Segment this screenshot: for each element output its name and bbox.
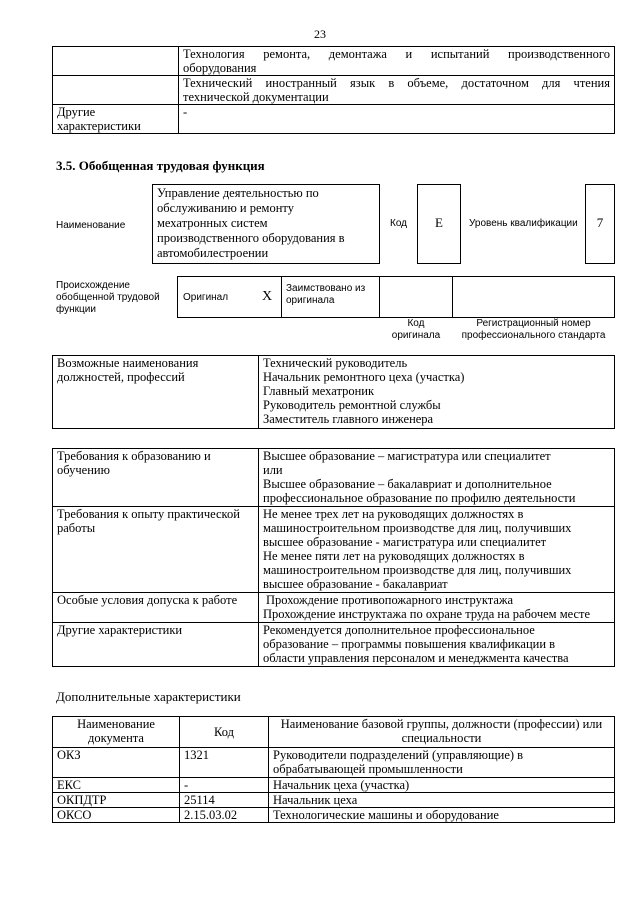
additional-table [52,716,615,823]
origin-original-box [177,276,282,318]
text-line: Руководители подразделений (управляющие) в [273,748,524,762]
table-cell: 2.15.03.02 [180,808,269,823]
text-line: работы [57,521,96,535]
table-cell [269,748,615,778]
text-line: мехатронных систем [157,216,268,230]
text-line: Не менее трех лет на руководящих должностях в [263,507,524,521]
text-line: Требования к опыту практической [57,507,240,521]
code-caption [379,318,453,342]
header-cell [180,717,269,748]
table-row-label [53,449,259,507]
text-line: характеристики [57,119,141,133]
top-table [52,46,615,134]
text-line: функции [56,304,96,315]
code-value: E [435,215,443,230]
qualification-value: 7 [596,215,604,230]
text-line: образование – программы повышения квалификации в [263,637,556,651]
text-line: оригинала [391,330,441,341]
positions-table [52,355,615,429]
additional-title: Дополнительные характеристики [56,689,241,704]
requirements-table [52,448,615,667]
table-row-value [259,507,615,593]
text-line: обобщенной трудовой [56,292,160,303]
table-row-label [53,623,259,667]
text-line: Заимствовано из [286,283,366,294]
top-table-cell [53,47,179,76]
table-row-label [53,507,259,593]
table-cell: ОКСО [53,808,180,823]
reg-caption [452,318,615,342]
text-line: обучению [57,463,110,477]
text-line: Особые условия допуска к работе [57,593,238,607]
origin-code-box [379,276,453,318]
qualification-label: Уровень квалификации [469,218,578,229]
header-cell [53,717,180,748]
text-line: машиностроительном производстве для лиц, получивших [263,521,572,535]
text-line: - [183,105,188,119]
text-line: Управление деятельностью по [157,186,319,200]
table-cell: 1321 [180,748,269,778]
text-line: Другие характеристики [57,623,183,637]
positions-value-cell [259,356,615,429]
text-line: производственного оборудования в [157,231,345,245]
table-cell: Технологические машины и оборудование [269,808,615,823]
text-line: Регистрационный номер [476,318,591,329]
origin-reg-box [452,276,615,318]
qualification-value-box [585,184,615,264]
text-line: Технический иностранный язык в объеме, достаточном для чтения [183,76,610,90]
text-line: Не менее пяти лет на руководящих должностях в [263,549,525,563]
table-row-value [259,593,615,623]
list-item: Технический руководитель [263,356,408,370]
original-mark: X [262,289,273,304]
top-table-cell [53,76,179,105]
name-label: Наименование [56,220,126,231]
text-line: высшее образование - магистратура или специалитет [263,535,547,549]
section-title: 3.5. Обобщенная трудовая функция [56,158,265,173]
table-row-value [259,623,615,667]
text-line: оригинала [286,295,335,306]
text-line: Высшее образование – бакалавриат и дополнительное [263,477,552,491]
top-table-cell [179,105,615,134]
header-cell [269,717,615,748]
table-row-label [53,593,259,623]
table-row-value [259,449,615,507]
top-table-cell [179,76,615,105]
code-value-box [417,184,461,264]
text-line: должностей, профессий [57,370,185,384]
text-line: Код [407,318,425,329]
text-line: Происхождение [56,280,130,291]
text-line: автомобилестроении [157,246,269,260]
code-label: Код [390,218,408,229]
table-cell: Начальник цеха (участка) [269,778,615,793]
text-line: области управления персоналом и менеджмента качества [263,651,569,665]
list-item: Заместитель главного инженера [263,412,434,426]
text-line: оборудования [183,61,257,75]
table-cell: ЕКС [53,778,180,793]
text-line: Наименование базовой группы, должности (профессии) или [280,717,603,731]
table-cell: 25114 [180,793,269,808]
text-line: Код [214,725,234,739]
text-line: обслуживанию и ремонту [157,201,294,215]
text-line: документа [88,731,144,745]
text-line: Требования к образованию и [57,449,211,463]
list-item: Главный мехатроник [263,384,375,398]
text-line: машиностроительном производстве для лиц, получивших [263,563,572,577]
table-cell: ОКЗ [53,748,180,778]
list-item: Руководитель ремонтной службы [263,398,441,412]
top-table-cell [179,47,615,76]
text-line: профессионального стандарта [461,330,606,341]
origin-borrowed-box [281,276,380,318]
text-line: Рекомендуется дополнительное профессиональное [263,623,535,637]
origin-label [56,280,160,316]
text-line: Наименование [77,717,155,731]
text-line: Прохождение инструктажа по охране труда на рабочем месте [263,607,591,621]
list-item: Начальник ремонтного цеха (участка) [263,370,465,384]
text-line: Технология ремонта, демонтажа и испытаний производственного [183,47,610,61]
table-cell: ОКПДТР [53,793,180,808]
page-number: 23 [314,27,326,41]
top-table-cell [53,105,179,134]
positions-label-cell [53,356,259,429]
text-line: или [263,463,283,477]
function-name-box [152,184,380,264]
text-line: Высшее образование – магистратура или специалитет [263,449,551,463]
table-cell: Начальник цеха [269,793,615,808]
text-line: Другие [57,105,96,119]
original-label: Оригинал [183,292,229,303]
text-line: высшее образование - бакалавриат [263,577,448,591]
text-line: технической документации [183,90,329,104]
text-line: Прохождение противопожарного инструктажа [266,593,514,607]
text-line: обрабатывающей промышленности [273,762,463,776]
text-line: профессиональное образование по профилю деятельности [263,491,576,505]
table-cell: - [180,778,269,793]
text-line: Возможные наименования [57,356,199,370]
text-line: специальности [401,731,482,745]
